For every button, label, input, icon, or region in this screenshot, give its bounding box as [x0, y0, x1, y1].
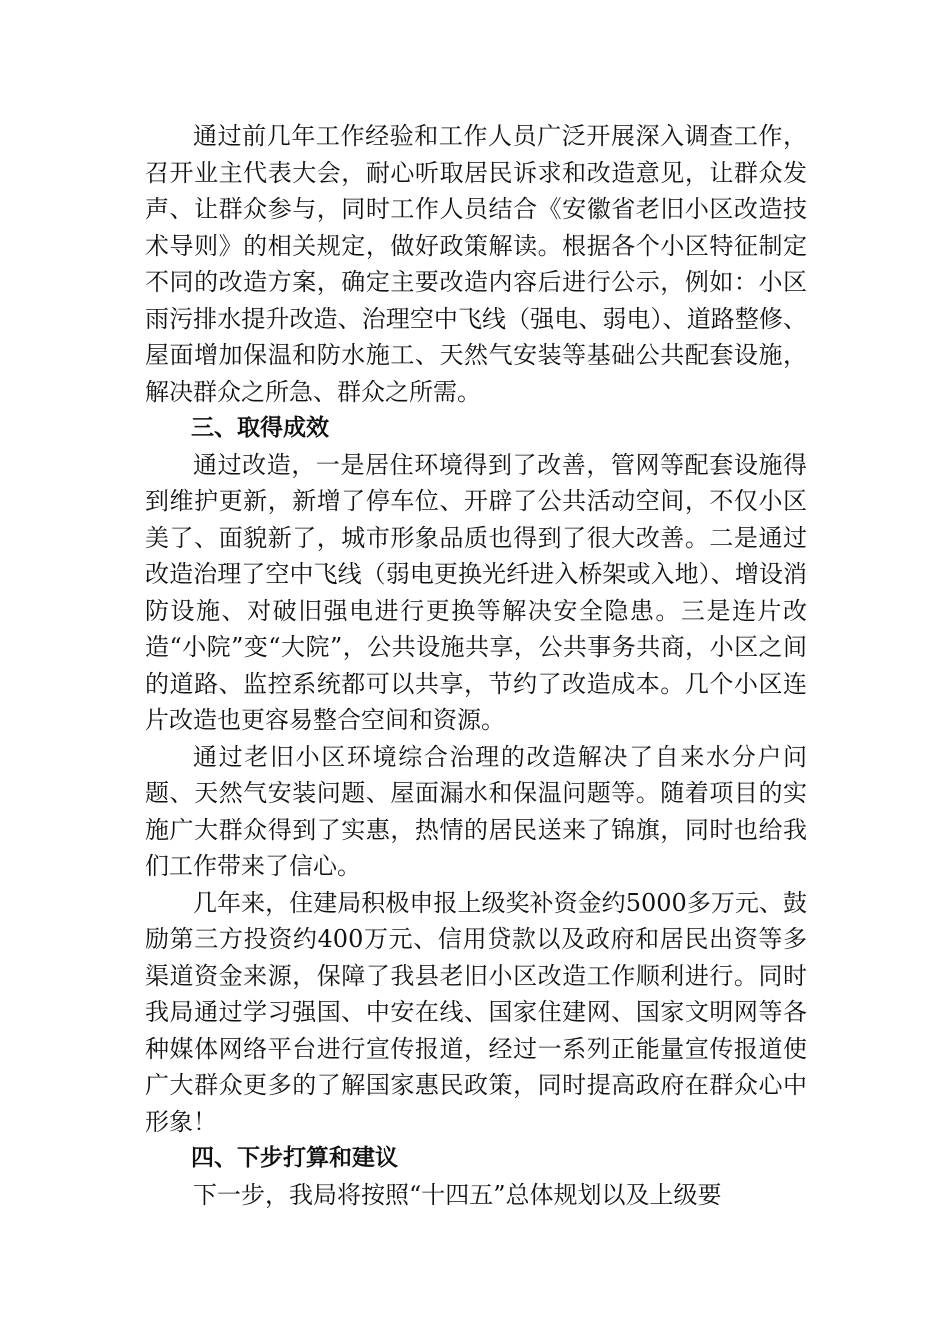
paragraph-funding-publicity: 几年来，住建局积极申报上级奖补资金约5000多万元、鼓励第三方投资约400万元、信用贷款以及政府和居民出资等多渠道资金来源，保障了我县老旧小区改造工作顺利进行。同时我局通过学习强国、中安在线、国家住建网、国家文明网等各种媒体网络平台进行宣传报道，经过一系列正能量宣传报道使广大群众更多的了解国家惠民政策，同时提高政府在群众心中形象！ [145, 888, 807, 1136]
section-heading-results: 三、取得成效 [191, 415, 329, 441]
paragraph-problems-solved: 通过老旧小区环境综合治理的改造解决了自来水分户问题、天然气安装问题、屋面漏水和保温问题等。随着项目的实施广大群众得到了实惠，热情的居民送来了锦旗，同时也给我们工作带来了信心。 [145, 742, 807, 880]
paragraph-renovation-results: 通过改造，一是居住环境得到了改善，管网等配套设施得到维护更新，新增了停车位、开辟了公共活动空间，不仅小区美了、面貌新了，城市形象品质也得到了很大改善。二是通过改造治理了空中飞线（弱电更换光纤进入桥架或入地）、增设消防设施、对破旧强电进行更换等解决安全隐患。三是连片改造“小院”变“大院”，公共设施共享，公共事务共商，小区之间的道路、监控系统都可以共享，节约了改造成本。几个小区连片改造也更容易整合空间和资源。 [145, 450, 807, 734]
paragraph-next-steps: 下一步，我局将按照“十四五”总体规划以及上级要 [193, 1180, 722, 1209]
document-page [145, 118, 807, 1213]
paragraph-community-consultation: 通过前几年工作经验和工作人员广泛开展深入调查工作，召开业主代表大会，耐心听取居民诉求和改造意见，让群众发声、让群众参与，同时工作人员结合《安徽省老旧小区改造技术导则》的相关规定，做好政策解读。根据各个小区特征制定不同的改造方案，确定主要改造内容后进行公示，例如：小区雨污排水提升改造、治理空中飞线（强电、弱电）、道路整修、屋面增加保温和防水施工、天然气安装等基础公共配套设施，解决群众之所急、群众之所需。 [145, 122, 807, 406]
section-heading-next-steps: 四、下步打算和建议 [191, 1145, 398, 1171]
